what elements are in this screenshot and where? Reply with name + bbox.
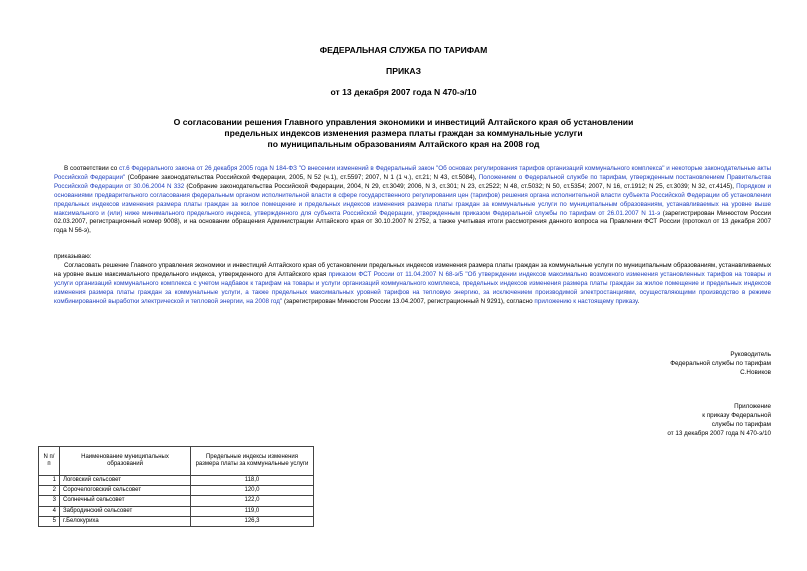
text-fragment: (Собрание законодательства Российской Федерации, 2004, N 29, ст.3049; 2006, N 3, ст.301; N 23, ст.2522; N 48, ст.5032; N 50, ст.5354; 2007, N 16, ст.1912; N 25, ст.3039; N 32, ст.4145),: [184, 182, 737, 190]
table-cell: Логовский сельсовет: [60, 476, 191, 486]
table-cell: 4: [39, 506, 60, 516]
table-row: [39, 476, 314, 486]
table-header-row: [39, 447, 314, 476]
appendix-line: от 13 декабря 2007 года N 470-э/10: [667, 429, 771, 437]
column-header-municipality: Наименование муниципальных образований: [60, 447, 191, 476]
signature-line: Федеральной службы по тарифам: [670, 359, 771, 367]
table-cell: г.Белокуриха: [60, 516, 191, 526]
text-fragment: (зарегистрирован Минюстом России 02.03.2007, регистрационный номер 9008), и на основании обращения Администрации Алтайского края от 30.10.2007 N 2752, а также учитывая итоги рассмотрения данного вопроса на Правлении ФСТ России (протокол от 13 декабря 2007 года N 56-э),: [54, 209, 771, 235]
table-cell: 120,0: [191, 486, 314, 496]
text-fragment: В соответствии со: [64, 165, 120, 172]
document-title: [0, 117, 807, 150]
title-line: предельных индексов изменения размера платы граждан за коммунальные услуги: [224, 128, 583, 138]
table-row: [39, 516, 314, 526]
text-fragment: Согласовать решение Главного управления экономики и инвестиций Алтайского края об установлении предельных индексов изменения размера платы граждан за коммунальные услуги по муниципальным образованиям, устанавливаемых на уровне выше максимального предельного индекса, утвержденного для Алтайского края: [54, 262, 771, 278]
paragraph-decision: [54, 262, 771, 307]
table-cell: 3: [39, 496, 60, 506]
table-cell: Сорочелоговский сельсовет: [60, 486, 191, 496]
table-row: [39, 496, 314, 506]
appendix-line: Приложение: [734, 403, 771, 410]
fst-regulation-link[interactable]: Положением о Федеральной службе по тарифам, утвержденным постановлением Правительства Российской Федерации от 30.06.2004 N 332: [54, 173, 772, 190]
signature-block: [670, 351, 771, 378]
table-cell: 122,0: [191, 496, 314, 506]
appendix-line: к приказу Федеральной: [702, 411, 771, 419]
table-cell: 119,0: [191, 506, 314, 516]
title-line: по муниципальным образованиям Алтайского края на 2008 год: [267, 139, 540, 149]
fst-order-68-link[interactable]: приказом ФСТ России от 11.04.2007 N 68-э/5 "Об утверждении индексов максимально возможного изменения установленных тарифов на товары и услуги организаций коммунального комплекса с учетом надбавок к тарифам на товары и услуги организаций коммунального комплекса, предельных индексов изменения размера платы граждан за жилое помещение и предельных индексов изменения размера платы граждан за коммунальные услуги, а также предельных максимальных уровней тарифов на тепловую энергию, за исключением производимой электростанциями, осуществляющими производство в режиме комбинированной выработки электрической и тепловой энергии, на 2008 год": [54, 270, 772, 305]
title-line: О согласовании решения Главного управления экономики и инвестиций Алтайского края об установлении: [173, 117, 634, 127]
appendix-link[interactable]: приложению к настоящему приказу: [534, 297, 638, 305]
table-row: [39, 486, 314, 496]
table-cell: Солнечный сельсовет: [60, 496, 191, 506]
column-header-number: N п/п: [39, 447, 60, 476]
law-184-fz-link[interactable]: ст.6 Федерального закона от 26 декабря 2005 года N 184-ФЗ "О внесении изменений в Федеральный закон "Об основах регулирования тарифов организаций коммунального комплекса" и некоторые законодательные акты Российской Федерации": [54, 165, 771, 181]
table-row: [39, 506, 314, 516]
text-fragment: .: [637, 297, 640, 305]
document-date-number: от 13 декабря 2007 года N 470-э/10: [330, 87, 477, 97]
table-cell: 118,0: [191, 476, 314, 486]
signature-line: Руководитель: [730, 351, 771, 358]
appendix-line: службы по тарифам: [711, 420, 771, 428]
table-cell: 2: [39, 486, 60, 496]
paragraph-order-word: приказываю:: [54, 253, 92, 260]
signature-line: С.Новиков: [740, 368, 771, 376]
text-fragment: (Собрание законодательства Российской Федерации, 2005, N 52 (ч.1), ст.5597; 2007, N 1 (1 ч.), ст.21; N 43, ст.5084),: [125, 173, 479, 181]
column-header-index: Предельные индексы изменения размера платы за коммунальные услуги: [191, 447, 314, 476]
text-fragment: (зарегистрирован Минюстом России 13.04.2007, регистрационный N 9291), согласно: [282, 297, 535, 305]
table-cell: 126,3: [191, 516, 314, 526]
table-cell: 1: [39, 476, 60, 486]
indices-table: [38, 446, 314, 527]
agency-name: ФЕДЕРАЛЬНАЯ СЛУЖБА ПО ТАРИФАМ: [319, 45, 488, 55]
approval-procedure-link[interactable]: Порядком и основаниями предварительного согласования федеральным органом исполнительной власти в сфере государственного регулирования цен (тарифов) решения органа исполнительной власти субъекта Российской Федерации об установлении предельных индексов изменения размера платы граждан за жилое помещение и предельных индексов изменения размера платы граждан за коммунальные услуги по муниципальным образованиям, устанавливаемых на уровне выше максимального и (или) ниже минимального предельного индекса, утвержденного для субъекта Российской Федерации, утвержденным приказом Федеральной службы по тарифам от 26.01.2007 N 11-э: [54, 182, 771, 217]
appendix-block: [667, 403, 771, 439]
table-cell: Забродинский сельсовет: [60, 506, 191, 516]
table-cell: 5: [39, 516, 60, 526]
paragraph-preamble: [54, 165, 771, 236]
document-type: ПРИКАЗ: [386, 66, 421, 76]
